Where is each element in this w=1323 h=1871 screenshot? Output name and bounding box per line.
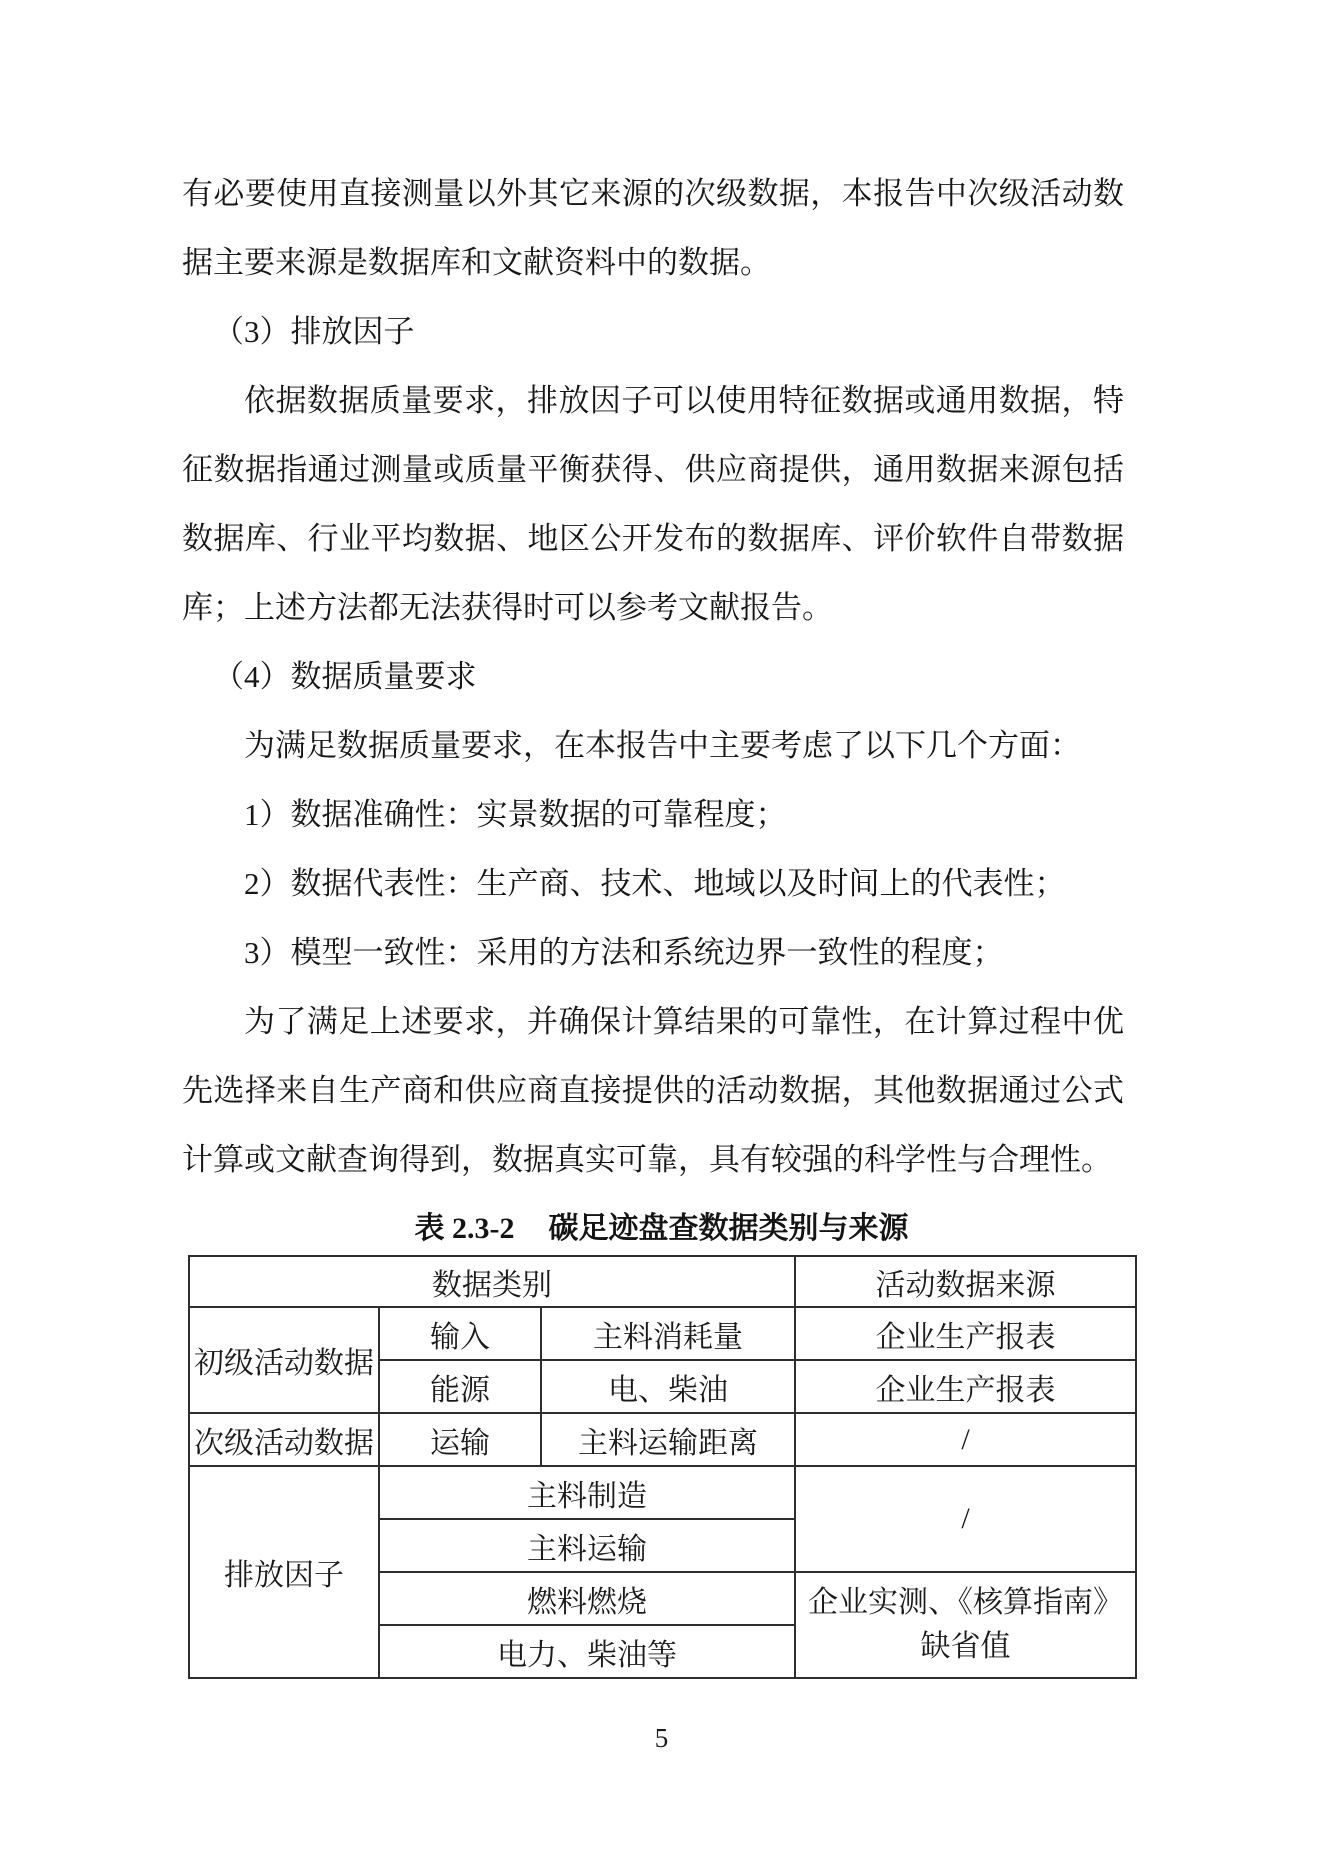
body-text [182, 159, 1124, 1194]
table-row [189, 1256, 1136, 1307]
data-table [188, 1255, 1137, 1679]
cell-measured-and-guideline-default: 企业实测、《核算指南》缺省值 [795, 1572, 1136, 1678]
paragraph: 为满足数据质量要求，在本报告中主要考虑了以下几个方面： [244, 728, 1081, 763]
cell-enterprise-production-report: 企业生产报表 [795, 1360, 1136, 1413]
table-row [189, 1413, 1136, 1466]
paragraph-heading: （4）数据质量要求 [213, 659, 477, 694]
list-item: 3）模型一致性：采用的方法和系统边界一致性的程度； [244, 935, 1004, 970]
cell-secondary-activity-data: 次级活动数据 [189, 1413, 379, 1466]
cell-input-type: 输入 [379, 1307, 541, 1360]
cell-emission-factor: 排放因子 [189, 1466, 379, 1678]
cell-electricity-diesel-etc: 电力、柴油等 [379, 1625, 795, 1678]
table-caption-label: 表 2.3-2 [414, 1211, 515, 1245]
cell-main-material-transport-distance: 主料运输距离 [541, 1413, 795, 1466]
cell-main-material-manufacture: 主料制造 [379, 1466, 795, 1519]
cell-fuel-combustion: 燃料燃烧 [379, 1572, 795, 1625]
cell-main-material-consumption: 主料消耗量 [541, 1307, 795, 1360]
header-cell-activity-data-source: 活动数据来源 [795, 1256, 1136, 1307]
paragraph-heading: （3）排放因子 [213, 314, 415, 349]
cell-transport-type: 运输 [379, 1413, 541, 1466]
table-caption-title: 碳足迹盘查数据类别与来源 [548, 1211, 909, 1245]
cell-primary-activity-data: 初级活动数据 [189, 1307, 379, 1413]
table-row [189, 1466, 1136, 1519]
paragraph: 为了满足上述要求，并确保计算结果的可靠性，在计算过程中优先选择来自生产商和供应商直接提供的活动数据，其他数据通过公式计算或文献查询得到，数据真实可靠，具有较强的科学性与合理性。 [182, 1004, 1124, 1177]
page-number: 5 [654, 1723, 669, 1753]
list-item: 2）数据代表性：生产商、技术、地域以及时间上的代表性； [244, 866, 1066, 901]
cell-main-material-transport: 主料运输 [379, 1519, 795, 1572]
table-row [189, 1307, 1136, 1360]
cell-enterprise-production-report: 企业生产报表 [795, 1307, 1136, 1360]
list-item: 1）数据准确性：实景数据的可靠程度； [244, 797, 787, 832]
table-caption [188, 1194, 1135, 1255]
cell-slash: / [795, 1413, 1136, 1466]
paragraph: 依据数据质量要求，排放因子可以使用特征数据或通用数据，特征数据指通过测量或质量平衡获得、供应商提供，通用数据来源包括数据库、行业平均数据、地区公开发布的数据库、评价软件自带数据库；上述方法都无法获得时可以参考文献报告。 [182, 383, 1124, 625]
paragraph: 有必要使用直接测量以外其它来源的次级数据，本报告中次级活动数据主要来源是数据库和文献资料中的数据。 [182, 176, 1124, 280]
cell-energy-type: 能源 [379, 1360, 541, 1413]
cell-electricity-diesel: 电、柴油 [541, 1360, 795, 1413]
cell-slash: / [795, 1466, 1136, 1572]
header-cell-data-category: 数据类别 [189, 1256, 795, 1307]
